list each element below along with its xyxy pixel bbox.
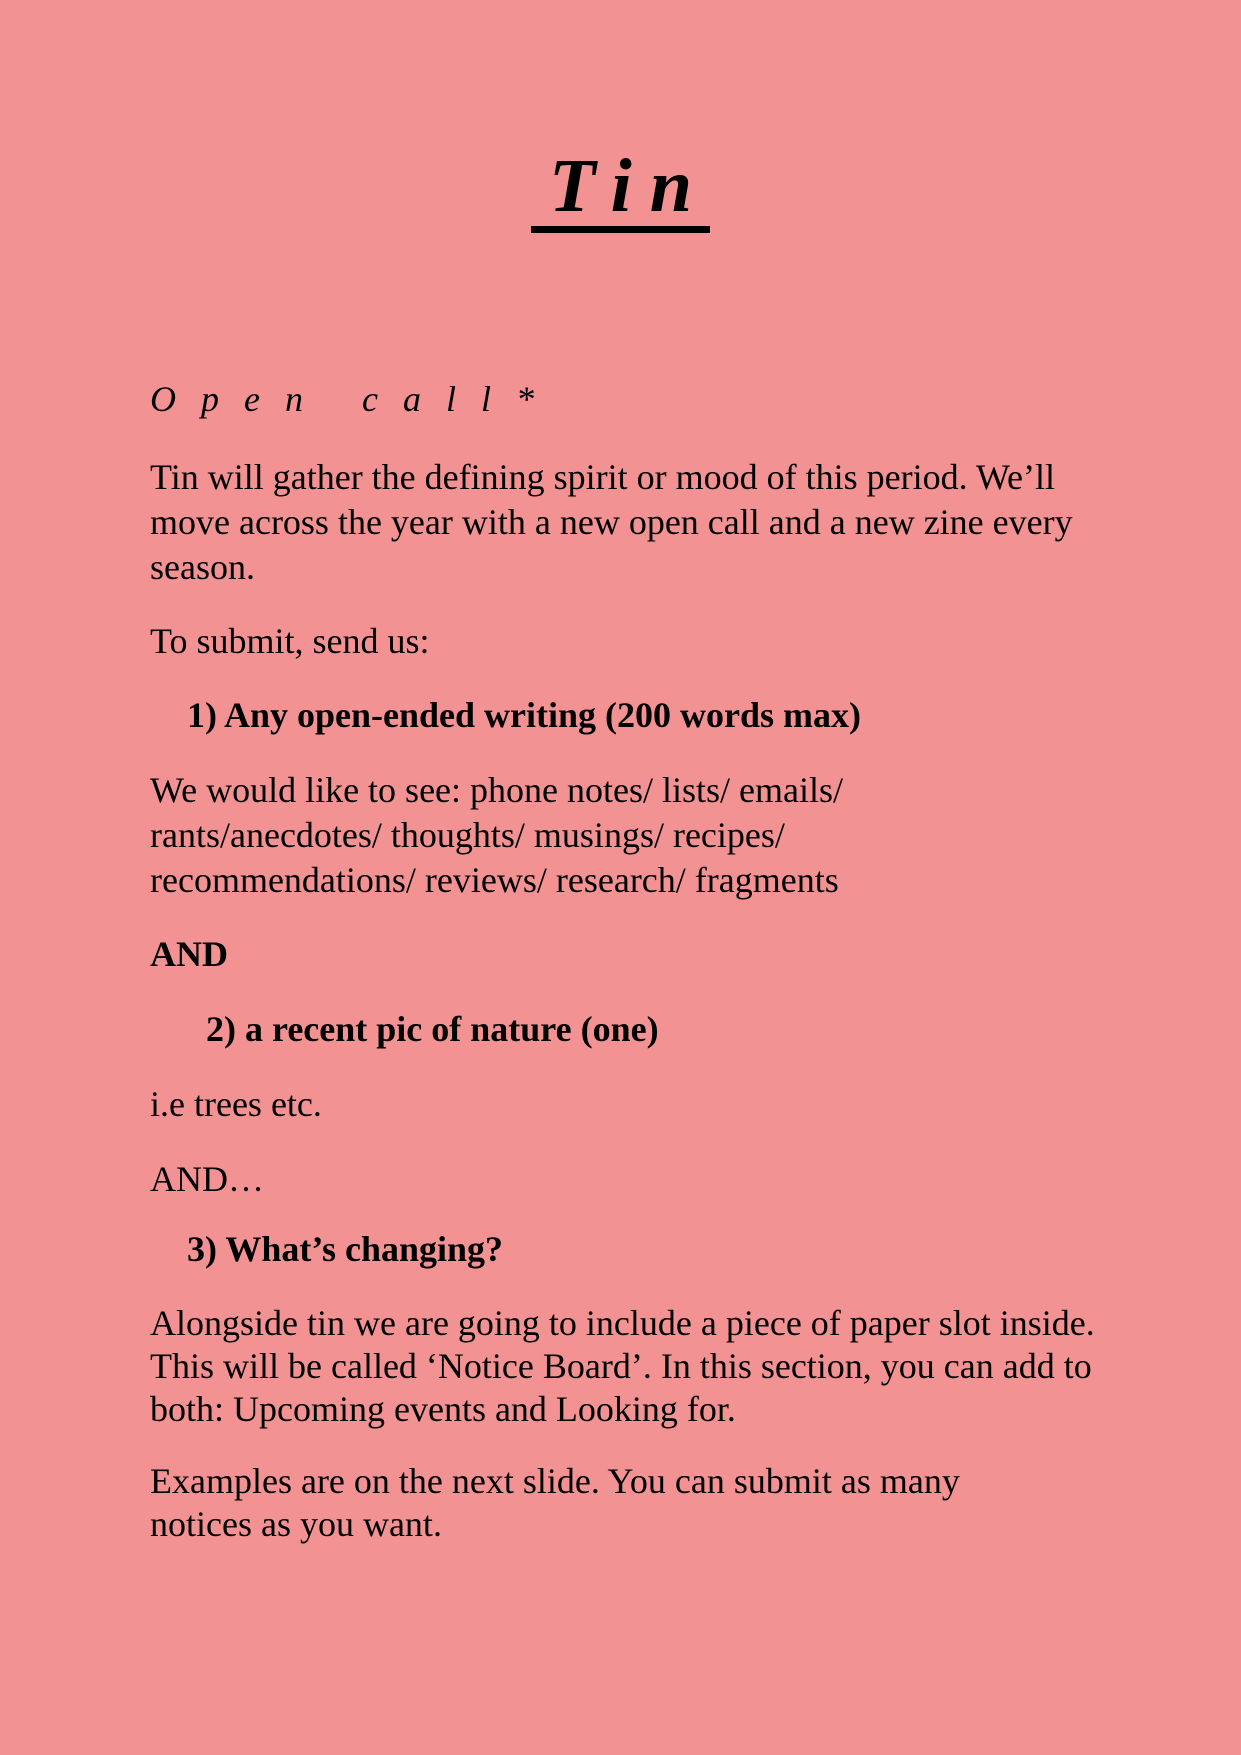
- next-slide-paragraph: Examples are on the next slide. You can submit as many notices as you want.: [150, 1461, 960, 1544]
- document-title: [150, 144, 1091, 233]
- title-text: Tin: [531, 148, 710, 233]
- and-continuation: AND…: [150, 1159, 264, 1199]
- notice-board-paragraph: Alongside tin we are going to include a piece of paper slot inside. This will be called ‘Notice Board’. In this section, you can add to both: Upcoming events and Looking for.: [150, 1303, 1095, 1429]
- examples-list-paragraph: We would like to see: phone notes/ lists/ emails/ rants/anecdotes/ thoughts/ musings/ recipes/ recommendations/ reviews/ research/ fragments: [150, 770, 843, 900]
- item-3-heading: 3) What’s changing?: [187, 1229, 504, 1269]
- open-call-subheading: Open call*: [150, 379, 559, 419]
- submit-paragraph: To submit, send us:: [150, 621, 430, 661]
- item-1-heading: 1) Any open-ended writing (200 words max): [187, 695, 862, 735]
- intro-paragraph: Tin will gather the defining spirit or mood of this period. We’ll move across the year with a new open call and a new zine every season.: [150, 457, 1073, 587]
- trees-paragraph: i.e trees etc.: [150, 1084, 322, 1124]
- and-separator: AND: [150, 934, 228, 974]
- item-2-heading: 2) a recent pic of nature (one): [206, 1009, 659, 1049]
